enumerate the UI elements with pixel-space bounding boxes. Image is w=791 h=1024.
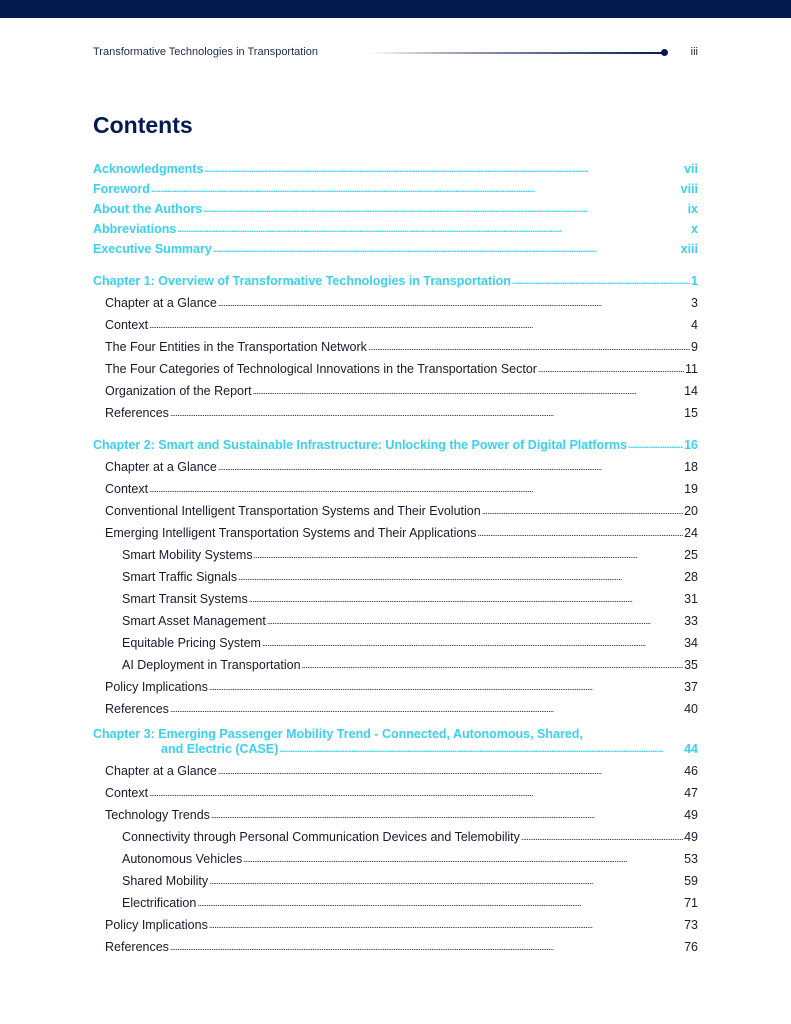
toc-label: Autonomous Vehicles — [122, 852, 243, 866]
dot-leader — [149, 316, 690, 333]
toc-entry[interactable] — [93, 673, 698, 695]
dot-leader — [302, 656, 684, 673]
toc-page: 3 — [691, 296, 698, 310]
toc-chapter-1[interactable] — [93, 267, 698, 289]
dot-leader — [262, 634, 683, 651]
toc-label: Smart Mobility Systems — [122, 548, 253, 562]
toc-page: 4 — [691, 318, 698, 332]
toc-label: Chapter at a Glance — [105, 296, 217, 310]
dot-leader — [249, 590, 683, 607]
dot-leader — [521, 828, 683, 845]
toc-subentry[interactable] — [93, 607, 698, 629]
dot-leader — [170, 404, 683, 421]
toc-page: 14 — [684, 384, 698, 398]
toc-label: Chapter 3: Emerging Passenger Mobility Trend - Connected, Autonomous, Shared, — [93, 727, 583, 741]
running-header — [93, 46, 698, 62]
toc-label: Policy Implications — [105, 918, 208, 932]
toc-entry[interactable] — [93, 311, 698, 333]
toc-label: Executive Summary — [93, 242, 212, 256]
toc-entry[interactable] — [93, 399, 698, 421]
toc-page: 9 — [691, 340, 698, 354]
toc-page: 37 — [684, 680, 698, 694]
header-rule — [368, 52, 665, 54]
toc-label: Electrification — [122, 896, 197, 910]
toc-front-foreword[interactable] — [93, 177, 698, 197]
dot-leader — [253, 382, 683, 399]
toc-entry[interactable] — [93, 695, 698, 717]
dot-leader — [368, 338, 690, 355]
toc-label: Technology Trends — [105, 808, 210, 822]
dot-leader — [203, 200, 686, 217]
toc-chapter-2[interactable] — [93, 431, 698, 453]
toc-label: About the Authors — [93, 202, 203, 216]
toc-page: 40 — [684, 702, 698, 716]
toc-label: Smart Traffic Signals — [122, 570, 238, 584]
toc-entry[interactable] — [93, 757, 698, 779]
toc-label: Chapter 2: Smart and Sustainable Infrastructure: Unlocking the Power of Digital Platforms — [93, 438, 628, 452]
dot-leader — [209, 678, 683, 695]
toc-label: Acknowledgments — [93, 162, 204, 176]
dot-leader — [628, 436, 683, 453]
toc-page: 35 — [684, 658, 698, 672]
toc-subentry[interactable] — [93, 651, 698, 673]
toc-label: Context — [105, 482, 149, 496]
toc-page: vii — [684, 162, 698, 176]
toc-front-executive-summary[interactable] — [93, 237, 698, 257]
toc-label: AI Deployment in Transportation — [122, 658, 301, 672]
toc-page: 24 — [684, 526, 698, 540]
toc-page: 19 — [684, 482, 698, 496]
toc-page: 34 — [684, 636, 698, 650]
dot-leader — [209, 916, 683, 933]
toc-subentry[interactable] — [93, 629, 698, 651]
dot-leader — [218, 762, 683, 779]
dot-leader — [149, 784, 683, 801]
toc-label: Context — [105, 786, 149, 800]
toc-label: Connectivity through Personal Communication Devices and Telemobility — [122, 830, 520, 844]
toc-label: Shared Mobility — [122, 874, 209, 888]
top-banner — [0, 0, 791, 18]
toc-page: x — [691, 222, 698, 236]
toc-entry[interactable] — [93, 911, 698, 933]
toc-chapter-3[interactable] — [93, 727, 698, 757]
running-title: Transformative Technologies in Transportation — [93, 46, 319, 58]
toc-entry[interactable] — [93, 497, 698, 519]
dot-leader — [170, 938, 683, 955]
toc-page: 47 — [684, 786, 698, 800]
page-number: iii — [690, 46, 698, 58]
dot-leader — [243, 850, 683, 867]
dot-leader — [197, 894, 683, 911]
toc-label: Context — [105, 318, 149, 332]
header-rule-dot — [661, 49, 668, 56]
dot-leader — [238, 568, 683, 585]
dot-leader — [279, 740, 683, 757]
toc-label: Emerging Intelligent Transportation Systems and Their Applications — [105, 526, 477, 540]
dot-leader — [211, 806, 683, 823]
toc-chapter-3-line2 — [93, 741, 698, 757]
toc-label: Chapter at a Glance — [105, 460, 217, 474]
toc-label: Chapter at a Glance — [105, 764, 217, 778]
toc-page: 53 — [684, 852, 698, 866]
toc-page: 71 — [684, 896, 698, 910]
toc-label: Policy Implications — [105, 680, 208, 694]
toc-label: Smart Transit Systems — [122, 592, 248, 606]
toc-page: 11 — [685, 362, 698, 376]
toc-entry[interactable] — [93, 475, 698, 497]
dot-leader — [170, 700, 683, 717]
toc-entry[interactable] — [93, 519, 698, 541]
toc-label: Abbreviations — [93, 222, 177, 236]
toc-page: 33 — [684, 614, 698, 628]
dot-leader — [267, 612, 683, 629]
dot-leader — [213, 240, 680, 257]
toc-label: and Electric (CASE) — [161, 742, 279, 756]
toc-page: 18 — [684, 460, 698, 474]
dot-leader — [478, 524, 684, 541]
toc-front-acknowledgments[interactable] — [93, 157, 698, 177]
toc-page: 44 — [684, 742, 698, 756]
toc-label: Equitable Pricing System — [122, 636, 261, 650]
toc-page: 49 — [684, 808, 698, 822]
dot-leader — [218, 458, 683, 475]
toc-entry[interactable] — [93, 289, 698, 311]
dot-leader — [254, 546, 684, 563]
toc-entry[interactable] — [93, 453, 698, 475]
toc-label: References — [105, 702, 169, 716]
toc-front-about-authors[interactable] — [93, 197, 698, 217]
toc-entry[interactable] — [93, 933, 698, 955]
dot-leader — [538, 360, 684, 377]
dot-leader — [512, 272, 690, 289]
dot-leader — [482, 502, 683, 519]
toc-label: The Four Entities in the Transportation Network — [105, 340, 367, 354]
toc-subentry[interactable] — [93, 823, 698, 845]
toc-entry[interactable] — [93, 377, 698, 399]
toc-page: 28 — [684, 570, 698, 584]
toc-page: viii — [680, 182, 698, 196]
toc-label: Smart Asset Management — [122, 614, 266, 628]
toc-page: xiii — [680, 242, 698, 256]
toc-label: Organization of the Report — [105, 384, 252, 398]
toc-label: References — [105, 406, 169, 420]
toc-page: 16 — [684, 438, 698, 452]
toc-entry[interactable] — [93, 333, 698, 355]
toc-page: 31 — [684, 592, 698, 606]
toc-page: 49 — [684, 830, 698, 844]
toc-page: 20 — [684, 504, 698, 518]
toc-page: 46 — [684, 764, 698, 778]
toc-label: References — [105, 940, 169, 954]
toc-page: 76 — [684, 940, 698, 954]
dot-leader — [209, 872, 683, 889]
toc-subentry[interactable] — [93, 541, 698, 563]
dot-leader — [151, 180, 680, 197]
toc-page: 59 — [684, 874, 698, 888]
toc-front-abbreviations[interactable] — [93, 217, 698, 237]
toc-page: 73 — [684, 918, 698, 932]
toc-label: Chapter 1: Overview of Transformative Technologies in Transportation — [93, 274, 511, 288]
toc-subentry[interactable] — [93, 563, 698, 585]
toc-page: ix — [687, 202, 698, 216]
toc-entry[interactable] — [93, 801, 698, 823]
toc-label: Conventional Intelligent Transportation Systems and Their Evolution — [105, 504, 481, 518]
toc-label: Foreword — [93, 182, 150, 196]
toc-subentry[interactable] — [93, 845, 698, 867]
toc-page: 1 — [691, 274, 698, 288]
dot-leader — [177, 220, 690, 237]
toc-subentry[interactable] — [93, 889, 698, 911]
toc-entry[interactable] — [93, 355, 698, 377]
dot-leader — [204, 160, 683, 177]
toc-entry[interactable] — [93, 779, 698, 801]
dot-leader — [149, 480, 683, 497]
table-of-contents — [93, 157, 698, 955]
toc-page: 25 — [684, 548, 698, 562]
dot-leader — [218, 294, 690, 311]
toc-page: 15 — [684, 406, 698, 420]
toc-subentry[interactable] — [93, 867, 698, 889]
page-title: Contents — [93, 112, 193, 138]
toc-subentry[interactable] — [93, 585, 698, 607]
toc-label: The Four Categories of Technological Innovations in the Transportation Sector — [105, 362, 537, 376]
